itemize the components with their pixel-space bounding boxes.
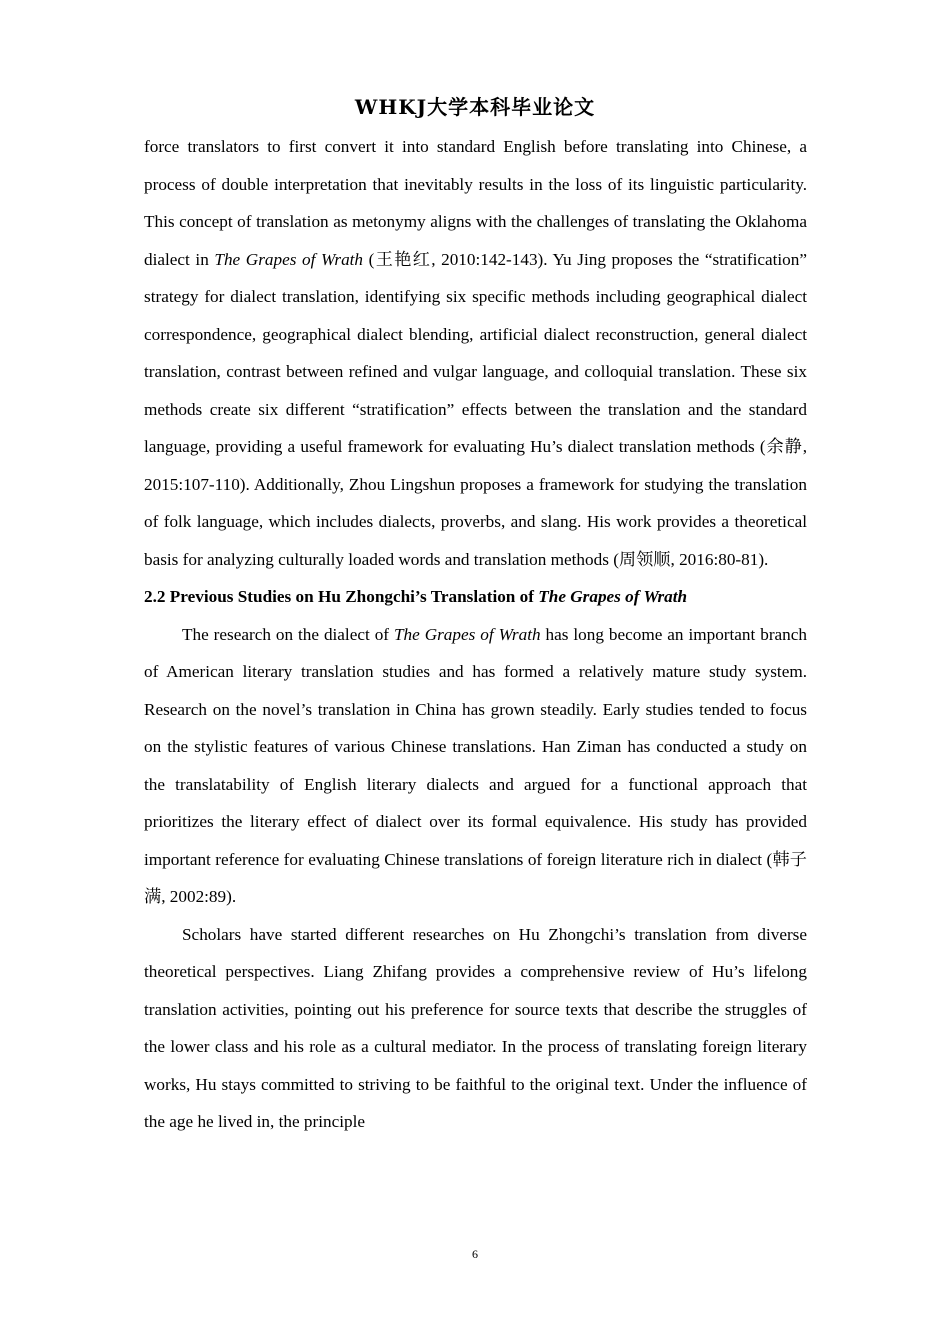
book-title: The Grapes of Wrath — [393, 624, 541, 644]
paragraph-text: force translators to first convert it into standard English before translating into Chinese, a process of double interpretation that inevitably results in the loss of its linguistic particularity. This concept of translation as metonymy aligns with the challenges of translating the Oklahoma dialect in — [144, 137, 807, 269]
page-header: WHKJ大学本科毕业论文 — [354, 95, 596, 119]
body-text — [144, 128, 807, 1141]
book-title: The Grapes of Wrath — [538, 587, 688, 606]
section-heading — [144, 578, 807, 616]
paragraph-text: has long become an important branch of American literary translation studies and has formed a relatively mature study system. Research on the novel’s translation in China has grown steadily. Early studies tended to focus on the stylistic features of various Chinese translations. Han Ziman has conducted a study on the translatability of English literary dialects and argued for a functional approach that prioritizes the literary effect of dialect over its formal equivalence. His study has provided important reference for evaluating Chinese translations of foreign literature rich in dialect (韩子满, 2002:89). — [144, 624, 807, 906]
paragraph-text: The research on the dialect of — [182, 624, 394, 644]
paragraph: Scholars have started different researches on Hu Zhongchi’s translation from diverse theoretical perspectives. Liang Zhifang provides a comprehensive review of Hu’s lifelong translation activities, pointing out his preference for source texts that describe the struggles of the lower class and his role as a cultural mediator. In the process of translating foreign literary works, Hu stays committed to striving to be faithful to the original text. Under the influence of the age he lived in, the principle — [144, 924, 807, 1131]
book-title: The Grapes of Wrath — [214, 249, 364, 269]
section-heading-text: 2.2 Previous Studies on Hu Zhongchi’s Translation of — [144, 587, 539, 606]
paragraph-text: (王艳红, 2010:142-143). Yu Jing proposes the “stratification” strategy for dialect translation, identifying six specific methods including geographical dialect correspondence, geographical dialect blending, artificial dialect reconstruction, general dialect translation, contrast between refined and vulgar language, and colloquial translation. These six methods create six different “stratification” effects between the translation and the standard language, providing a useful framework for evaluating Hu’s dialect translation methods (余静, 2015:107-110). Additionally, Zhou Lingshun proposes a framework for studying the translation of folk language, which includes dialects, proverbs, and slang. His work provides a theoretical basis for analyzing culturally loaded words and translation methods (周领顺, 2016:80-81). — [144, 249, 807, 569]
page-number: 6 — [472, 1247, 478, 1261]
paragraph-continuation — [144, 128, 807, 578]
paragraph — [144, 616, 807, 916]
